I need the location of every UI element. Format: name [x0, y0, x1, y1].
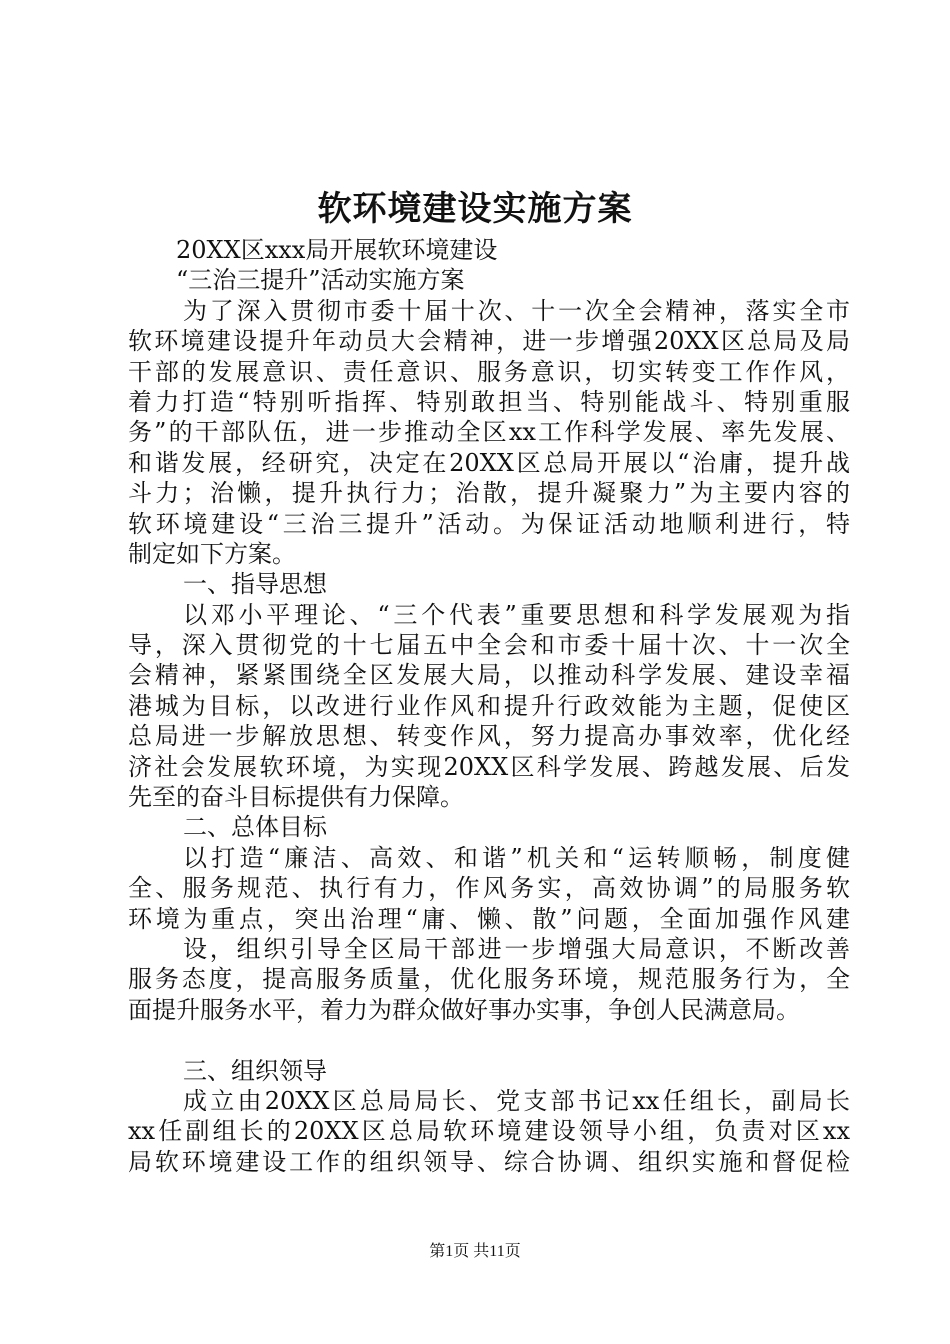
paragraph-line: 会精神，紧紧围绕全区发展大局，以推动科学发展、建设幸福 [128, 661, 850, 690]
section-heading: 三、组织领导 [183, 1056, 327, 1085]
paragraph-line: 局软环境建设工作的组织领导、综合协调、组织实施和督促检 [128, 1147, 850, 1176]
paragraph-line: 导，深入贯彻党的十七届五中全会和市委十届十次、十一次全 [128, 631, 850, 660]
paragraph-line: 着力打造“特别听指挥、特别敢担当、特别能战斗、特别重服 [128, 387, 850, 416]
paragraph-line: 设，组织引导全区局干部进一步增强大局意识，不断改善 [183, 934, 850, 963]
paragraph-line: 港城为目标，以改进行业作风和提升行政效能为主题，促使区 [128, 691, 850, 720]
paragraph-line: 总局进一步解放思想、转变作风，努力提高办事效率，优化经 [128, 722, 850, 751]
paragraph-line: 济社会发展软环境，为实现20XX区科学发展、跨越发展、后发 [128, 752, 850, 781]
paragraph-line: 务”的干部队伍，进一步推动全区xx工作科学发展、率先发展、 [128, 418, 850, 447]
document-body [128, 235, 850, 1177]
section-heading: 一、指导思想 [183, 570, 327, 599]
paragraph-line: 服务态度，提高服务质量，优化服务环境，规范服务行为，全 [128, 965, 850, 994]
paragraph-line: 以打造“廉洁、高效、和谐”机关和“运转顺畅，制度健 [183, 843, 850, 872]
paragraph-line: 成立由20XX区总局局长、党支部书记xx任组长，副局长 [183, 1086, 850, 1115]
paragraph-line: 环境为重点，突出治理“庸、懒、散”问题，全面加强作风建 [128, 904, 850, 933]
paragraph-line: 制定如下方案。 [128, 539, 296, 568]
document-title: 软环境建设实施方案 [317, 189, 633, 229]
blank-line [128, 1025, 850, 1055]
paragraph-line: 斗力；治懒，提升执行力；治散，提升凝聚力”为主要内容的 [128, 479, 850, 508]
paragraph-line: 以邓小平理论、“三个代表”重要思想和科学发展观为指 [183, 600, 850, 629]
paragraph-line: 和谐发展，经研究，决定在20XX区总局开展以“治庸，提升战 [128, 448, 850, 477]
paragraph-line: 软环境建设提升年动员大会精神，进一步增强20XX区总局及局 [128, 327, 850, 356]
paragraph-line: xx任副组长的20XX区总局软环境建设领导小组，负责对区xx [128, 1117, 850, 1146]
subtitle-line-2: “三治三提升”活动实施方案 [176, 266, 465, 295]
paragraph-line: 先至的奋斗目标提供有力保障。 [128, 783, 464, 812]
subtitle-line-1: 20XX区xxx局开展软环境建设 [176, 236, 498, 264]
paragraph-line: 为了深入贯彻市委十届十次、十一次全会精神，落实全市 [183, 296, 850, 325]
section-heading: 二、总体目标 [183, 813, 327, 842]
paragraph-line: 面提升服务水平，着力为群众做好事办实事，争创人民满意局。 [128, 995, 800, 1024]
paragraph-line: 软环境建设“三治三提升”活动。为保证活动地顺利进行，特 [128, 509, 850, 538]
paragraph-line: 全、服务规范、执行有力，作风务实，高效协调”的局服务软 [128, 874, 850, 903]
page-number-footer: 第1页 共11页 [429, 1243, 521, 1260]
paragraph-line: 干部的发展意识、责任意识、服务意识，切实转变工作作风， [128, 357, 850, 386]
